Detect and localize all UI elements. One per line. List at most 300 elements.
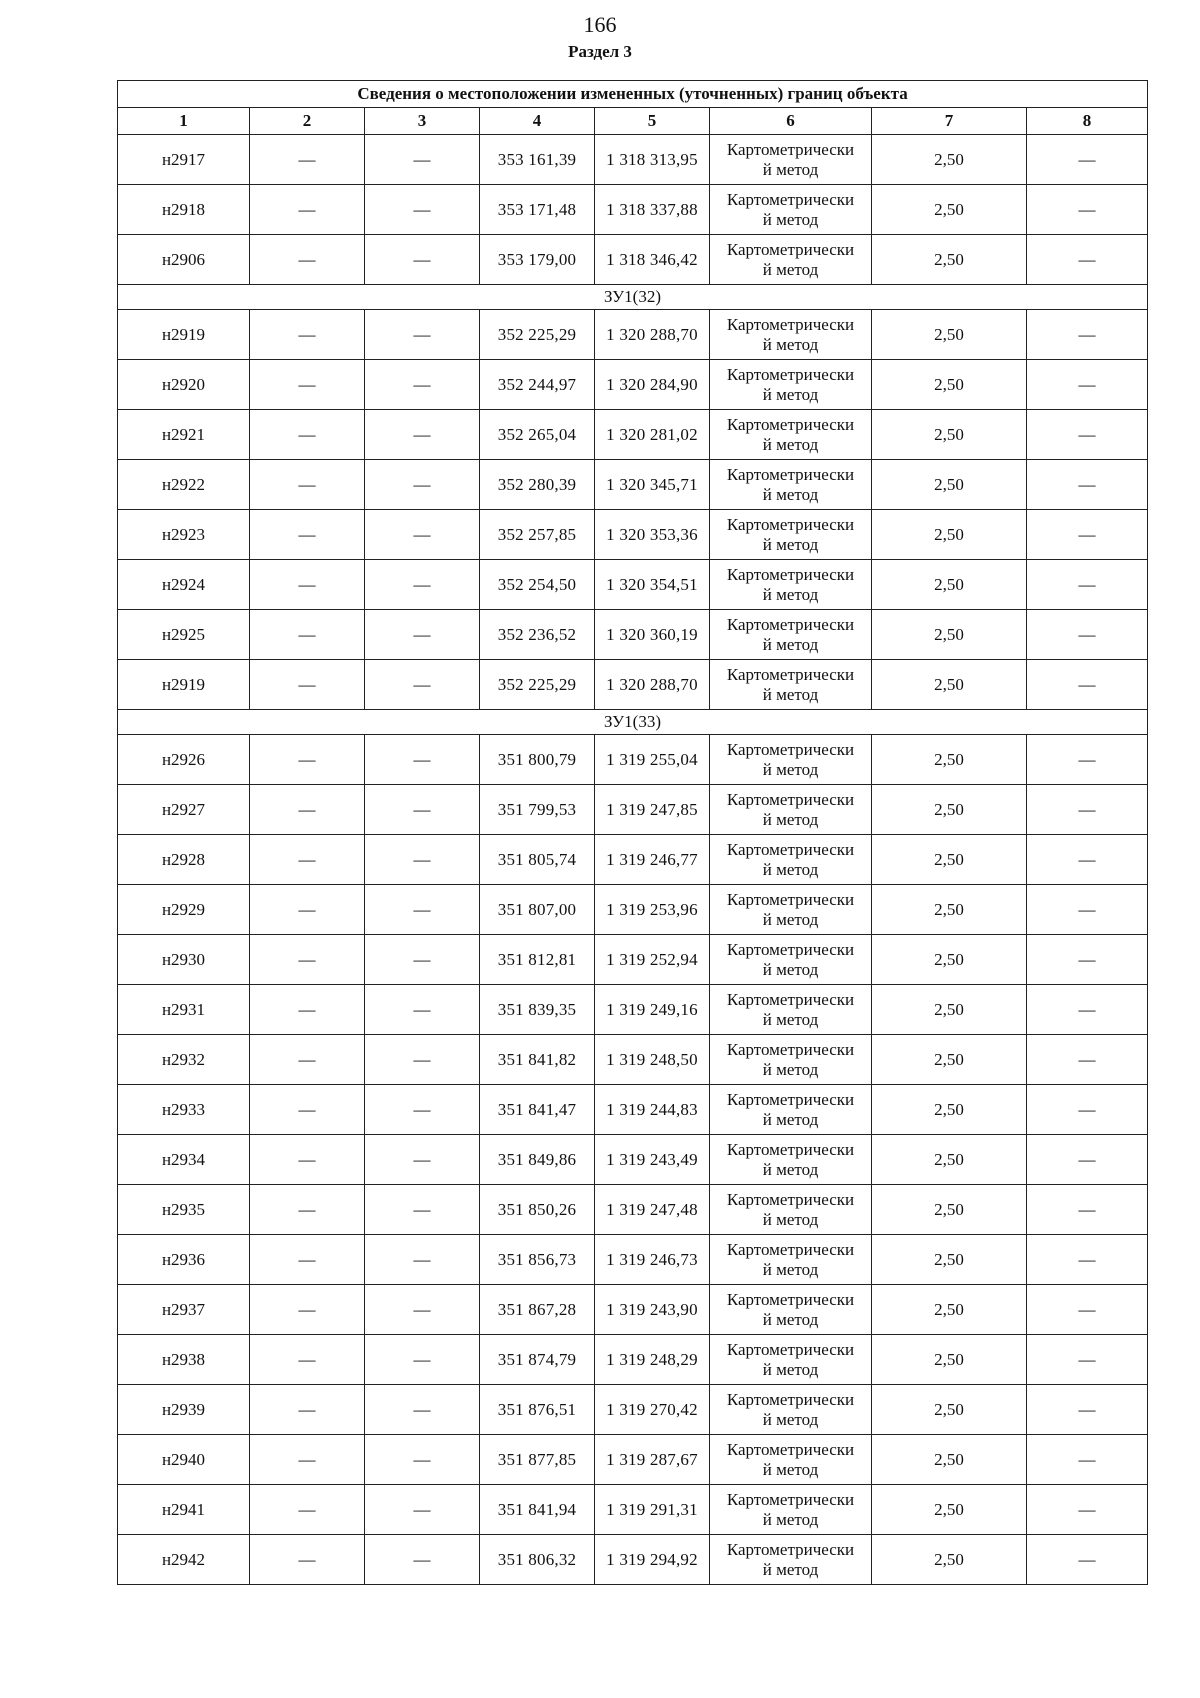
method-line-1: Картометрически bbox=[726, 364, 855, 384]
method-cell bbox=[710, 135, 872, 185]
point-id: н2931 bbox=[118, 985, 250, 1035]
empty-col-3: — bbox=[365, 985, 480, 1035]
method-line-2: й метод bbox=[762, 1209, 819, 1229]
method-line-2: й метод bbox=[762, 334, 819, 354]
table-row bbox=[118, 610, 1148, 660]
coordinates-table bbox=[117, 80, 1148, 1585]
method-line-1: Картометрически bbox=[726, 1089, 855, 1109]
table-row bbox=[118, 1135, 1148, 1185]
table-row bbox=[118, 835, 1148, 885]
empty-col-8: — bbox=[1027, 460, 1148, 510]
table-row bbox=[118, 985, 1148, 1035]
table-row bbox=[118, 460, 1148, 510]
empty-col-3: — bbox=[365, 735, 480, 785]
method-cell bbox=[710, 185, 872, 235]
coord-x: 351 856,73 bbox=[480, 1235, 595, 1285]
coord-x: 353 161,39 bbox=[480, 135, 595, 185]
empty-col-8: — bbox=[1027, 610, 1148, 660]
empty-col-2: — bbox=[250, 735, 365, 785]
point-id: н2938 bbox=[118, 1335, 250, 1385]
empty-col-2: — bbox=[250, 935, 365, 985]
point-id: н2925 bbox=[118, 610, 250, 660]
column-number-4: 4 bbox=[480, 108, 595, 135]
method-cell bbox=[710, 510, 872, 560]
method-line-1: Картометрически bbox=[726, 239, 855, 259]
method-line-2: й метод bbox=[762, 209, 819, 229]
coord-y: 1 319 248,29 bbox=[595, 1335, 710, 1385]
empty-col-2: — bbox=[250, 985, 365, 1035]
coord-x: 351 850,26 bbox=[480, 1185, 595, 1235]
coord-y: 1 319 252,94 bbox=[595, 935, 710, 985]
coord-x: 352 225,29 bbox=[480, 660, 595, 710]
empty-col-2: — bbox=[250, 610, 365, 660]
coord-y: 1 319 246,77 bbox=[595, 835, 710, 885]
table-row bbox=[118, 1335, 1148, 1385]
point-id: н2941 bbox=[118, 1485, 250, 1535]
point-id: н2921 bbox=[118, 410, 250, 460]
coord-x: 351 805,74 bbox=[480, 835, 595, 885]
column-number-7: 7 bbox=[872, 108, 1027, 135]
method-line-1: Картометрически bbox=[726, 514, 855, 534]
point-id: н2932 bbox=[118, 1035, 250, 1085]
method-line-2: й метод bbox=[762, 809, 819, 829]
coord-x: 351 841,94 bbox=[480, 1485, 595, 1535]
point-id: н2935 bbox=[118, 1185, 250, 1235]
table-row bbox=[118, 1435, 1148, 1485]
table-row bbox=[118, 560, 1148, 610]
coord-y: 1 319 249,16 bbox=[595, 985, 710, 1035]
point-id: н2930 bbox=[118, 935, 250, 985]
point-id: н2922 bbox=[118, 460, 250, 510]
coord-x: 351 800,79 bbox=[480, 735, 595, 785]
empty-col-2: — bbox=[250, 835, 365, 885]
method-line-1: Картометрически bbox=[726, 789, 855, 809]
empty-col-2: — bbox=[250, 1235, 365, 1285]
coord-y: 1 319 294,92 bbox=[595, 1535, 710, 1585]
empty-col-3: — bbox=[365, 660, 480, 710]
empty-col-8: — bbox=[1027, 1185, 1148, 1235]
empty-col-3: — bbox=[365, 610, 480, 660]
method-line-1: Картометрически bbox=[726, 139, 855, 159]
accuracy: 2,50 bbox=[872, 1335, 1027, 1385]
empty-col-8: — bbox=[1027, 560, 1148, 610]
coord-y: 1 319 270,42 bbox=[595, 1385, 710, 1435]
point-id: н2939 bbox=[118, 1385, 250, 1435]
empty-col-2: — bbox=[250, 1385, 365, 1435]
point-id: н2934 bbox=[118, 1135, 250, 1185]
empty-col-8: — bbox=[1027, 1235, 1148, 1285]
empty-col-3: — bbox=[365, 935, 480, 985]
coord-x: 352 257,85 bbox=[480, 510, 595, 560]
method-line-1: Картометрически bbox=[726, 564, 855, 584]
empty-col-3: — bbox=[365, 835, 480, 885]
point-id: н2923 bbox=[118, 510, 250, 560]
method-cell bbox=[710, 735, 872, 785]
method-cell bbox=[710, 235, 872, 285]
empty-col-3: — bbox=[365, 1385, 480, 1435]
point-id: н2942 bbox=[118, 1535, 250, 1585]
point-id: н2928 bbox=[118, 835, 250, 885]
group-label: ЗУ1(33) bbox=[118, 710, 1148, 735]
empty-col-2: — bbox=[250, 1135, 365, 1185]
accuracy: 2,50 bbox=[872, 985, 1027, 1035]
empty-col-3: — bbox=[365, 1285, 480, 1335]
accuracy: 2,50 bbox=[872, 1385, 1027, 1435]
column-number-8: 8 bbox=[1027, 108, 1148, 135]
empty-col-8: — bbox=[1027, 1485, 1148, 1535]
accuracy: 2,50 bbox=[872, 1235, 1027, 1285]
group-label: ЗУ1(32) bbox=[118, 285, 1148, 310]
empty-col-2: — bbox=[250, 310, 365, 360]
table-row bbox=[118, 1035, 1148, 1085]
method-line-2: й метод bbox=[762, 1009, 819, 1029]
empty-col-3: — bbox=[365, 1235, 480, 1285]
method-line-1: Картометрически bbox=[726, 989, 855, 1009]
table-row bbox=[118, 185, 1148, 235]
column-number-1: 1 bbox=[118, 108, 250, 135]
accuracy: 2,50 bbox=[872, 835, 1027, 885]
coord-x: 351 876,51 bbox=[480, 1385, 595, 1435]
empty-col-3: — bbox=[365, 460, 480, 510]
coord-y: 1 318 313,95 bbox=[595, 135, 710, 185]
empty-col-8: — bbox=[1027, 1035, 1148, 1085]
coord-x: 353 171,48 bbox=[480, 185, 595, 235]
method-line-1: Картометрически bbox=[726, 1189, 855, 1209]
empty-col-8: — bbox=[1027, 660, 1148, 710]
coord-y: 1 318 346,42 bbox=[595, 235, 710, 285]
empty-col-8: — bbox=[1027, 185, 1148, 235]
accuracy: 2,50 bbox=[872, 310, 1027, 360]
empty-col-2: — bbox=[250, 460, 365, 510]
point-id: н2929 bbox=[118, 885, 250, 935]
method-line-2: й метод bbox=[762, 159, 819, 179]
empty-col-8: — bbox=[1027, 1285, 1148, 1335]
page-number: 166 bbox=[583, 12, 617, 37]
method-line-2: й метод bbox=[762, 259, 819, 279]
method-cell bbox=[710, 885, 872, 935]
point-id: н2919 bbox=[118, 310, 250, 360]
empty-col-8: — bbox=[1027, 235, 1148, 285]
point-id: н2924 bbox=[118, 560, 250, 610]
accuracy: 2,50 bbox=[872, 1435, 1027, 1485]
coord-y: 1 320 288,70 bbox=[595, 310, 710, 360]
method-cell bbox=[710, 1535, 872, 1585]
method-line-1: Картометрически bbox=[726, 414, 855, 434]
accuracy: 2,50 bbox=[872, 510, 1027, 560]
empty-col-3: — bbox=[365, 1485, 480, 1535]
point-id: н2933 bbox=[118, 1085, 250, 1135]
coord-y: 1 319 287,67 bbox=[595, 1435, 710, 1485]
table-row bbox=[118, 660, 1148, 710]
point-id: н2940 bbox=[118, 1435, 250, 1485]
method-line-1: Картометрически bbox=[726, 939, 855, 959]
table-row bbox=[118, 1235, 1148, 1285]
empty-col-3: — bbox=[365, 1035, 480, 1085]
empty-col-2: — bbox=[250, 1535, 365, 1585]
method-cell bbox=[710, 1235, 872, 1285]
coord-y: 1 319 247,48 bbox=[595, 1185, 710, 1235]
method-line-2: й метод bbox=[762, 1159, 819, 1179]
method-line-1: Картометрически bbox=[726, 189, 855, 209]
method-cell bbox=[710, 610, 872, 660]
coord-y: 1 319 246,73 bbox=[595, 1235, 710, 1285]
accuracy: 2,50 bbox=[872, 360, 1027, 410]
table-row bbox=[118, 360, 1148, 410]
table-row bbox=[118, 135, 1148, 185]
empty-col-3: — bbox=[365, 1135, 480, 1185]
accuracy: 2,50 bbox=[872, 460, 1027, 510]
method-line-1: Картометрически bbox=[726, 1289, 855, 1309]
point-id: н2920 bbox=[118, 360, 250, 410]
coord-x: 351 806,32 bbox=[480, 1535, 595, 1585]
coord-x: 351 877,85 bbox=[480, 1435, 595, 1485]
coord-x: 351 841,47 bbox=[480, 1085, 595, 1135]
empty-col-2: — bbox=[250, 885, 365, 935]
method-line-1: Картометрически bbox=[726, 614, 855, 634]
method-line-2: й метод bbox=[762, 1309, 819, 1329]
empty-col-8: — bbox=[1027, 835, 1148, 885]
empty-col-2: — bbox=[250, 785, 365, 835]
method-cell bbox=[710, 1435, 872, 1485]
empty-col-2: — bbox=[250, 660, 365, 710]
method-line-1: Картометрически bbox=[726, 1339, 855, 1359]
group-row bbox=[118, 710, 1148, 735]
empty-col-3: — bbox=[365, 1535, 480, 1585]
method-line-1: Картометрически bbox=[726, 1539, 855, 1559]
method-cell bbox=[710, 1085, 872, 1135]
method-cell bbox=[710, 835, 872, 885]
empty-col-8: — bbox=[1027, 310, 1148, 360]
empty-col-3: — bbox=[365, 1085, 480, 1135]
method-line-2: й метод bbox=[762, 759, 819, 779]
coord-x: 351 867,28 bbox=[480, 1285, 595, 1335]
table-row bbox=[118, 310, 1148, 360]
method-line-2: й метод bbox=[762, 384, 819, 404]
table-row bbox=[118, 1085, 1148, 1135]
point-id: н2927 bbox=[118, 785, 250, 835]
table-row bbox=[118, 1535, 1148, 1585]
column-number-6: 6 bbox=[710, 108, 872, 135]
accuracy: 2,50 bbox=[872, 1485, 1027, 1535]
empty-col-2: — bbox=[250, 1185, 365, 1235]
empty-col-8: — bbox=[1027, 510, 1148, 560]
method-cell bbox=[710, 660, 872, 710]
method-line-1: Картометрически bbox=[726, 314, 855, 334]
table-row bbox=[118, 1385, 1148, 1435]
empty-col-8: — bbox=[1027, 410, 1148, 460]
accuracy: 2,50 bbox=[872, 1135, 1027, 1185]
empty-col-2: — bbox=[250, 1285, 365, 1335]
method-line-1: Картометрически bbox=[726, 1439, 855, 1459]
empty-col-3: — bbox=[365, 185, 480, 235]
table-caption: Сведения о местоположении измененных (уточненных) границ объекта bbox=[118, 81, 1148, 108]
empty-col-2: — bbox=[250, 1435, 365, 1485]
empty-col-8: — bbox=[1027, 785, 1148, 835]
coord-x: 352 225,29 bbox=[480, 310, 595, 360]
method-line-2: й метод bbox=[762, 1359, 819, 1379]
point-id: н2926 bbox=[118, 735, 250, 785]
empty-col-2: — bbox=[250, 510, 365, 560]
coord-x: 351 849,86 bbox=[480, 1135, 595, 1185]
empty-col-2: — bbox=[250, 185, 365, 235]
empty-col-8: — bbox=[1027, 985, 1148, 1035]
method-line-1: Картометрически bbox=[726, 1139, 855, 1159]
table-body bbox=[118, 135, 1148, 1585]
empty-col-8: — bbox=[1027, 1085, 1148, 1135]
coord-x: 352 254,50 bbox=[480, 560, 595, 610]
accuracy: 2,50 bbox=[872, 1035, 1027, 1085]
coord-y: 1 320 284,90 bbox=[595, 360, 710, 410]
coord-y: 1 319 244,83 bbox=[595, 1085, 710, 1135]
empty-col-3: — bbox=[365, 310, 480, 360]
coord-x: 351 812,81 bbox=[480, 935, 595, 985]
method-line-2: й метод bbox=[762, 584, 819, 604]
method-cell bbox=[710, 1385, 872, 1435]
empty-col-2: — bbox=[250, 410, 365, 460]
accuracy: 2,50 bbox=[872, 1285, 1027, 1335]
method-line-2: й метод bbox=[762, 484, 819, 504]
table-row bbox=[118, 885, 1148, 935]
empty-col-3: — bbox=[365, 235, 480, 285]
empty-col-2: — bbox=[250, 135, 365, 185]
empty-col-8: — bbox=[1027, 735, 1148, 785]
method-line-1: Картометрически bbox=[726, 664, 855, 684]
empty-col-3: — bbox=[365, 1335, 480, 1385]
method-line-2: й метод bbox=[762, 1259, 819, 1279]
method-line-2: й метод bbox=[762, 684, 819, 704]
empty-col-8: — bbox=[1027, 1385, 1148, 1435]
column-number-5: 5 bbox=[595, 108, 710, 135]
empty-col-3: — bbox=[365, 410, 480, 460]
table-row bbox=[118, 235, 1148, 285]
method-cell bbox=[710, 1185, 872, 1235]
method-line-2: й метод bbox=[762, 1059, 819, 1079]
method-cell bbox=[710, 1135, 872, 1185]
empty-col-8: — bbox=[1027, 935, 1148, 985]
coord-y: 1 319 248,50 bbox=[595, 1035, 710, 1085]
method-cell bbox=[710, 785, 872, 835]
accuracy: 2,50 bbox=[872, 610, 1027, 660]
coord-y: 1 318 337,88 bbox=[595, 185, 710, 235]
coord-y: 1 320 353,36 bbox=[595, 510, 710, 560]
point-id: н2936 bbox=[118, 1235, 250, 1285]
method-line-1: Картометрически bbox=[726, 1039, 855, 1059]
point-id: н2918 bbox=[118, 185, 250, 235]
method-line-1: Картометрически bbox=[726, 1389, 855, 1409]
accuracy: 2,50 bbox=[872, 1535, 1027, 1585]
empty-col-8: — bbox=[1027, 1535, 1148, 1585]
method-cell bbox=[710, 1335, 872, 1385]
empty-col-8: — bbox=[1027, 1335, 1148, 1385]
method-cell bbox=[710, 1485, 872, 1535]
table-row bbox=[118, 410, 1148, 460]
method-line-2: й метод bbox=[762, 1509, 819, 1529]
accuracy: 2,50 bbox=[872, 185, 1027, 235]
method-cell bbox=[710, 1285, 872, 1335]
method-line-1: Картометрически bbox=[726, 839, 855, 859]
empty-col-3: — bbox=[365, 785, 480, 835]
empty-col-3: — bbox=[365, 885, 480, 935]
coord-x: 352 280,39 bbox=[480, 460, 595, 510]
method-cell bbox=[710, 935, 872, 985]
accuracy: 2,50 bbox=[872, 410, 1027, 460]
point-id: н2919 bbox=[118, 660, 250, 710]
coord-y: 1 320 360,19 bbox=[595, 610, 710, 660]
point-id: н2917 bbox=[118, 135, 250, 185]
coord-y: 1 319 243,49 bbox=[595, 1135, 710, 1185]
coord-y: 1 320 354,51 bbox=[595, 560, 710, 610]
method-cell bbox=[710, 985, 872, 1035]
table-row bbox=[118, 1285, 1148, 1335]
table-row bbox=[118, 1485, 1148, 1535]
method-line-2: й метод bbox=[762, 859, 819, 879]
empty-col-2: — bbox=[250, 1335, 365, 1385]
method-cell bbox=[710, 360, 872, 410]
method-line-2: й метод bbox=[762, 1409, 819, 1429]
accuracy: 2,50 bbox=[872, 560, 1027, 610]
method-cell bbox=[710, 410, 872, 460]
accuracy: 2,50 bbox=[872, 1185, 1027, 1235]
method-line-2: й метод bbox=[762, 909, 819, 929]
empty-col-8: — bbox=[1027, 1135, 1148, 1185]
method-cell bbox=[710, 560, 872, 610]
method-cell bbox=[710, 310, 872, 360]
empty-col-8: — bbox=[1027, 135, 1148, 185]
coord-x: 352 244,97 bbox=[480, 360, 595, 410]
group-row bbox=[118, 285, 1148, 310]
method-line-2: й метод bbox=[762, 959, 819, 979]
coord-x: 352 236,52 bbox=[480, 610, 595, 660]
empty-col-3: — bbox=[365, 1185, 480, 1235]
empty-col-8: — bbox=[1027, 360, 1148, 410]
method-line-2: й метод bbox=[762, 534, 819, 554]
coord-x: 351 799,53 bbox=[480, 785, 595, 835]
coord-y: 1 320 345,71 bbox=[595, 460, 710, 510]
column-number-2: 2 bbox=[250, 108, 365, 135]
empty-col-8: — bbox=[1027, 885, 1148, 935]
method-line-1: Картометрически bbox=[726, 1489, 855, 1509]
table-row bbox=[118, 1185, 1148, 1235]
coord-y: 1 319 253,96 bbox=[595, 885, 710, 935]
empty-col-3: — bbox=[365, 510, 480, 560]
accuracy: 2,50 bbox=[872, 785, 1027, 835]
empty-col-3: — bbox=[365, 560, 480, 610]
coord-y: 1 319 243,90 bbox=[595, 1285, 710, 1335]
accuracy: 2,50 bbox=[872, 885, 1027, 935]
point-id: н2937 bbox=[118, 1285, 250, 1335]
table-row bbox=[118, 785, 1148, 835]
empty-col-3: — bbox=[365, 360, 480, 410]
method-line-1: Картометрически bbox=[726, 739, 855, 759]
empty-col-3: — bbox=[365, 1435, 480, 1485]
method-cell bbox=[710, 460, 872, 510]
coord-y: 1 319 291,31 bbox=[595, 1485, 710, 1535]
table-row bbox=[118, 935, 1148, 985]
column-number-row bbox=[118, 108, 1148, 135]
coord-y: 1 320 281,02 bbox=[595, 410, 710, 460]
empty-col-2: — bbox=[250, 560, 365, 610]
section-title: Раздел 3 bbox=[568, 42, 632, 61]
coord-x: 353 179,00 bbox=[480, 235, 595, 285]
accuracy: 2,50 bbox=[872, 235, 1027, 285]
coord-y: 1 319 255,04 bbox=[595, 735, 710, 785]
accuracy: 2,50 bbox=[872, 735, 1027, 785]
empty-col-2: — bbox=[250, 235, 365, 285]
coord-x: 351 839,35 bbox=[480, 985, 595, 1035]
empty-col-2: — bbox=[250, 360, 365, 410]
method-cell bbox=[710, 1035, 872, 1085]
empty-col-3: — bbox=[365, 135, 480, 185]
